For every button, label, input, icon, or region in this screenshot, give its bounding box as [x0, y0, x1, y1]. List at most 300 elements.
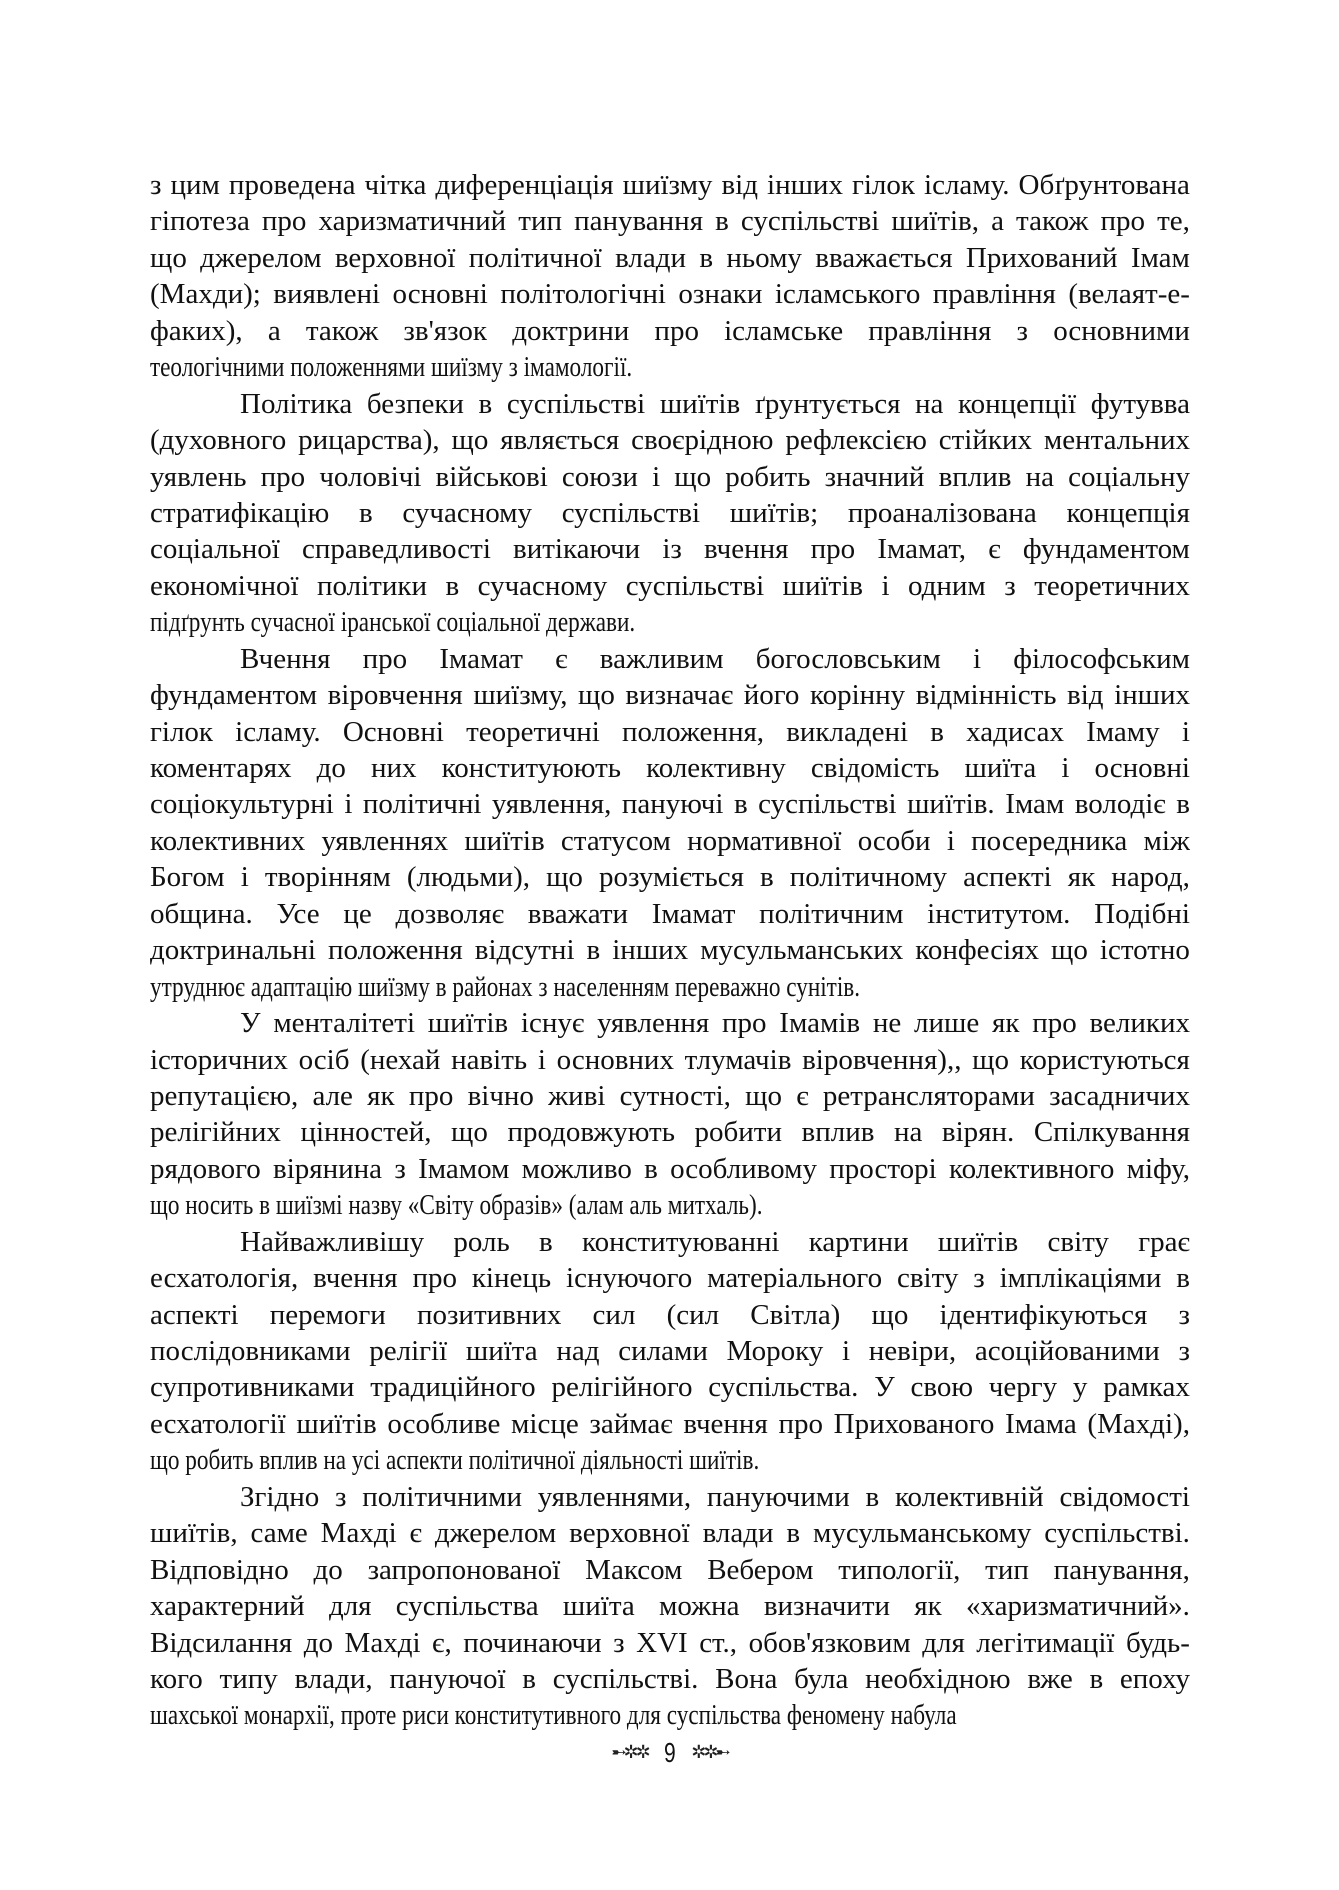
word: сучасному — [402, 496, 533, 529]
word: інших — [767, 169, 843, 201]
word: особливому — [670, 1152, 817, 1185]
word: від — [1067, 679, 1104, 712]
word: починаючи — [463, 1626, 602, 1659]
word: вірян. — [941, 1116, 1015, 1149]
word: можна — [659, 1590, 740, 1623]
word: робить — [725, 460, 811, 493]
word: народ, — [1111, 861, 1190, 894]
word: положення — [327, 934, 463, 967]
word: політичними — [362, 1480, 523, 1513]
line-text — [150, 1552, 1190, 1588]
word: уявленнями, — [537, 1480, 692, 1513]
word: з — [150, 169, 162, 201]
text-line — [150, 240, 1190, 276]
word: ісламське — [724, 314, 844, 347]
text-line — [150, 1042, 1190, 1078]
word: суспільстві — [506, 387, 646, 420]
text-line — [150, 276, 1190, 312]
word: типології, — [838, 1553, 961, 1586]
line-text — [150, 1151, 1190, 1187]
word: есхатології — [150, 1407, 286, 1440]
word: в — [760, 861, 774, 894]
word: про — [778, 1407, 823, 1440]
word: Вона — [715, 1662, 778, 1695]
word: що — [674, 460, 712, 493]
word: послідовниками — [150, 1335, 351, 1367]
word: в — [1089, 1662, 1104, 1695]
paragraph — [150, 641, 1190, 1005]
word: панування — [574, 205, 704, 238]
text-line — [150, 1260, 1190, 1296]
text-line — [150, 568, 1190, 604]
word: в — [586, 934, 601, 967]
word: аспекті — [963, 861, 1052, 894]
text-line — [150, 313, 1190, 349]
word: є — [555, 642, 568, 675]
text-line — [150, 1333, 1190, 1369]
word: про — [721, 1007, 767, 1040]
word: вірянина — [273, 1152, 383, 1185]
word: чітка — [364, 169, 427, 201]
text-line — [150, 786, 1190, 822]
word: картини — [808, 1225, 909, 1258]
line-text — [150, 167, 1190, 203]
word: про — [1100, 205, 1145, 238]
word: конституюють — [441, 752, 621, 784]
line-text: утруднює адаптацію шиїзму в районах з населенням переважно сунітів. — [150, 970, 861, 1003]
word: Відсилання — [150, 1626, 293, 1659]
word: дозволяє — [395, 897, 505, 930]
word: про — [260, 460, 306, 493]
word: живі — [548, 1079, 606, 1112]
word: з — [613, 1626, 625, 1659]
text-line — [150, 1187, 1190, 1223]
word: шиїтів, — [150, 1517, 238, 1550]
word: соціальної — [150, 533, 280, 566]
word: доктринальні — [150, 934, 316, 967]
word: будь- — [1125, 1626, 1190, 1659]
word: перемоги — [269, 1298, 386, 1331]
line-text — [150, 240, 1190, 276]
word: пануючі — [621, 788, 724, 821]
word: і — [537, 1043, 546, 1076]
word: основні — [1094, 752, 1190, 784]
word: джерелом — [434, 1517, 557, 1550]
word: в — [715, 205, 729, 238]
word: колективній — [894, 1480, 1044, 1513]
word: теоретичні — [466, 715, 600, 748]
word: з — [335, 1480, 347, 1513]
text-line — [150, 1406, 1190, 1442]
word: і — [1061, 752, 1070, 784]
word: політичної — [468, 241, 602, 274]
word: ознаки — [678, 278, 763, 311]
word: про — [261, 205, 307, 238]
word: міфу, — [1126, 1152, 1190, 1185]
word: шиїтів — [937, 1225, 1019, 1258]
word: що — [451, 424, 489, 457]
page-footer — [0, 1733, 1339, 1771]
word: пануючими — [706, 1480, 850, 1513]
word: засадничих — [1049, 1079, 1190, 1112]
word: (велаят-е- — [1068, 278, 1190, 311]
line-text — [150, 1369, 1190, 1405]
word: не — [872, 1007, 902, 1040]
word: про — [1032, 1007, 1077, 1040]
word: рицарства), — [298, 424, 440, 457]
word: сутності, — [619, 1079, 731, 1112]
word: що — [871, 1298, 909, 1331]
word: община. — [150, 897, 253, 930]
word: існуючого — [566, 1262, 693, 1295]
word: визначити — [763, 1590, 891, 1623]
word: колективну — [646, 752, 786, 784]
word: про — [412, 1262, 457, 1295]
word: суспільстві — [625, 569, 765, 602]
word: справедливості — [302, 533, 491, 566]
word: основних — [556, 1043, 674, 1076]
word: грає — [1138, 1225, 1190, 1258]
line-text — [150, 859, 1190, 895]
word: вважається — [815, 241, 953, 274]
word: верховної — [569, 1517, 690, 1550]
word: шиїтів. — [907, 788, 995, 821]
text-line — [150, 459, 1190, 495]
word: релігії — [369, 1335, 448, 1367]
word: Махді — [344, 1626, 421, 1659]
word: конституюванні — [582, 1225, 780, 1258]
word: рядового — [150, 1152, 261, 1185]
word: особи — [857, 824, 931, 857]
text-line — [150, 859, 1190, 895]
word: місце — [511, 1407, 579, 1440]
line-text — [150, 932, 1190, 968]
word: свідомість — [810, 752, 940, 784]
word: в — [865, 1480, 880, 1513]
word: мусульманському — [813, 1517, 1032, 1550]
paragraph — [150, 386, 1190, 641]
word: правління — [868, 314, 992, 347]
line-text — [150, 422, 1190, 458]
word: економічної — [150, 569, 299, 602]
word: вчення — [313, 1262, 398, 1295]
text-line — [150, 1369, 1190, 1405]
word: і — [881, 569, 890, 602]
line-text — [150, 1515, 1190, 1551]
line-text: що робить вплив на усі аспекти політичної діяльності шиїтів. — [150, 1444, 760, 1477]
word: стійких — [938, 424, 1032, 457]
word: про — [362, 642, 408, 675]
word: мусульманських — [700, 934, 904, 967]
text-line — [150, 1114, 1190, 1150]
word: історичних — [150, 1043, 288, 1076]
word: посередника — [971, 824, 1128, 857]
word: на — [893, 1116, 923, 1149]
word: (людьми), — [406, 861, 530, 894]
word: влади — [702, 1517, 774, 1550]
word: Вебером — [707, 1553, 814, 1586]
word: політичним — [759, 897, 904, 930]
word: і — [1181, 715, 1190, 748]
word: своєрідною — [631, 424, 774, 457]
line-text — [150, 823, 1190, 859]
word: світу — [896, 1262, 959, 1295]
word: фундаментом — [1022, 533, 1190, 566]
word: в — [1176, 788, 1190, 821]
word: на — [1025, 460, 1055, 493]
line-text — [240, 386, 1190, 422]
word: світу — [1047, 1225, 1109, 1258]
line-text — [150, 1406, 1190, 1442]
word: важливим — [599, 642, 724, 675]
word: тлумачів — [684, 1043, 792, 1076]
word: розуміється — [598, 861, 744, 894]
text-line — [150, 1297, 1190, 1333]
word: верховної — [334, 241, 456, 274]
word: них — [371, 752, 417, 784]
word: шиїта — [964, 752, 1037, 784]
paragraph — [150, 1005, 1190, 1224]
word: проведена — [228, 169, 356, 201]
line-text: що носить в шиїзмі назву «Світу образів» (алам аль митхаль). — [150, 1189, 763, 1222]
word: фундаментом — [150, 679, 318, 712]
word: (сил — [666, 1298, 720, 1331]
line-text — [240, 1005, 1190, 1041]
word: існує — [520, 1007, 585, 1040]
word: статусом — [560, 824, 671, 857]
word: політичному — [789, 861, 948, 894]
word: політичні — [362, 788, 482, 821]
word: колективних — [150, 824, 306, 857]
word: філософським — [1013, 642, 1190, 675]
text-line — [150, 1588, 1190, 1624]
word: як — [991, 1007, 1020, 1040]
word: (Махді), — [1087, 1407, 1190, 1440]
text-line — [150, 349, 1190, 385]
word: традиційного — [370, 1371, 536, 1404]
line-text — [150, 459, 1190, 495]
word: кого — [150, 1662, 203, 1695]
line-text — [150, 896, 1190, 932]
word: рамках — [1103, 1371, 1190, 1404]
word: про — [654, 314, 699, 347]
line-text — [240, 641, 1190, 677]
word: необхідною — [865, 1662, 1011, 1695]
word: сил — [592, 1298, 636, 1331]
word: вчення — [704, 533, 789, 566]
text-line — [150, 1442, 1190, 1478]
word: суспільстві — [758, 788, 897, 821]
word: що — [546, 861, 583, 894]
word: а — [267, 314, 281, 347]
word: а — [991, 205, 1004, 238]
word: тип — [985, 1553, 1029, 1586]
word: шиїзму — [622, 169, 713, 201]
word: Імама — [1005, 1407, 1077, 1440]
paragraph — [150, 167, 1190, 386]
word: саме — [250, 1517, 308, 1550]
paragraph — [150, 1479, 1190, 1734]
word: і — [946, 824, 955, 857]
word: панування, — [1053, 1553, 1190, 1586]
word: вважати — [527, 897, 629, 930]
word: шиїта — [562, 1590, 635, 1623]
word: і — [972, 642, 982, 675]
word: невіри, — [868, 1335, 957, 1367]
word: з — [1178, 1335, 1190, 1367]
word: в — [539, 1225, 553, 1258]
word: епоху — [1119, 1662, 1190, 1695]
word: в — [478, 387, 493, 420]
word: шиїзму, — [473, 679, 568, 712]
line-text — [150, 1661, 1190, 1697]
word: кінець — [471, 1262, 552, 1295]
text-line — [150, 1552, 1190, 1588]
word: Богом — [150, 861, 225, 894]
line-text — [150, 750, 1190, 786]
word: шиїта — [465, 1335, 538, 1367]
word: безпеки — [366, 387, 464, 420]
word: лише — [914, 1007, 980, 1040]
line-text — [240, 1479, 1190, 1515]
word: есхатологія, — [150, 1262, 299, 1295]
word: уявлення — [597, 1007, 710, 1040]
word: для — [328, 1590, 372, 1623]
line-text: теологічними положеннями шиїзму з імамології. — [150, 351, 633, 384]
text-line — [150, 1078, 1190, 1114]
word: Максом — [585, 1553, 683, 1586]
word: харизматичний — [318, 205, 507, 238]
line-text: підґрунть сучасної іранської соціальної держави. — [150, 606, 636, 639]
word: політологічні — [500, 278, 666, 311]
word: Основні — [342, 715, 444, 748]
word: ментальних — [1043, 424, 1190, 457]
word: суспільства. — [708, 1371, 859, 1404]
word: що — [451, 1116, 488, 1149]
word: шиїтів — [782, 569, 863, 602]
word: гілок — [150, 715, 214, 748]
line-text — [150, 1625, 1190, 1661]
word: в — [1176, 1262, 1190, 1295]
word: колективного — [948, 1152, 1115, 1185]
word: його — [743, 679, 800, 712]
word: віровчення — [327, 679, 463, 712]
text-line — [150, 969, 1190, 1005]
word: ст., — [699, 1626, 738, 1659]
line-text — [150, 1588, 1190, 1624]
text-line — [150, 531, 1190, 567]
word: Прихованого — [833, 1407, 995, 1440]
word: просторі — [829, 1152, 937, 1185]
line-text — [150, 1114, 1190, 1150]
word: суспільстві — [740, 205, 880, 238]
word: з — [1004, 569, 1016, 602]
word: відмінність — [915, 679, 1057, 712]
word: цінностей, — [300, 1116, 432, 1149]
word: в — [445, 569, 460, 602]
word: Спілкування — [1033, 1116, 1190, 1149]
ornament-right-icon: ✲✲➸ — [691, 1741, 728, 1763]
word: витікаючи — [513, 533, 641, 566]
word: шиїтів — [427, 1007, 509, 1040]
line-text: шахської монархії, проте риси конститутивного для суспільства феномену набула — [150, 1699, 957, 1732]
word: Імамат — [439, 642, 523, 675]
ornament-left-icon: ➸✲✲ — [611, 1741, 648, 1763]
word: вплив — [801, 1116, 875, 1149]
word: про — [408, 1079, 454, 1112]
text-line — [150, 714, 1190, 750]
text-line — [150, 495, 1190, 531]
word: творінням — [264, 861, 391, 894]
word: і — [652, 460, 661, 493]
word: Відповідно — [150, 1553, 289, 1586]
word: XVI — [636, 1626, 688, 1659]
word: Імам — [1130, 241, 1190, 274]
word: навіть — [451, 1043, 528, 1076]
word: являється — [500, 424, 620, 457]
word: на — [915, 387, 944, 420]
word: теоретичних — [1034, 569, 1190, 602]
line-text — [150, 1333, 1190, 1369]
word: репутацією, — [150, 1079, 299, 1112]
word: Обґрунтована — [1018, 169, 1190, 201]
word: військові — [435, 460, 548, 493]
word: У — [240, 1007, 261, 1040]
word: роль — [453, 1225, 510, 1258]
text-line — [150, 1697, 1190, 1733]
word: чоловічі — [319, 460, 422, 493]
paragraph — [150, 1224, 1190, 1479]
word: виявлені — [273, 278, 381, 311]
text-line — [150, 604, 1190, 640]
page-number: 9 — [663, 1736, 676, 1768]
line-text — [150, 714, 1190, 750]
word: володіє — [1074, 788, 1166, 821]
word: цим — [170, 169, 220, 201]
word: з — [394, 1152, 406, 1185]
word: значний — [824, 460, 925, 493]
word: (духовного — [150, 424, 287, 457]
word: тип — [518, 205, 562, 238]
word: Світла) — [750, 1298, 841, 1331]
word: суспільстві — [561, 496, 701, 529]
word: концепція — [1066, 496, 1190, 529]
word: для — [922, 1626, 965, 1659]
word: є — [796, 1079, 809, 1112]
word: у — [1072, 1371, 1088, 1404]
word: Прихований — [965, 241, 1118, 274]
word: в — [359, 496, 373, 529]
word: пануючої — [389, 1662, 506, 1695]
word: користуються — [1019, 1043, 1190, 1076]
word: що — [150, 241, 187, 274]
word: інших — [1114, 679, 1190, 712]
word: союзи — [561, 460, 638, 493]
word: ісламу. — [235, 715, 321, 748]
word: запропонованої — [367, 1553, 561, 1586]
word: особливе — [387, 1407, 501, 1440]
line-text — [150, 568, 1190, 604]
word: основними — [1053, 314, 1190, 347]
word: супротивниками — [150, 1371, 355, 1404]
word: як — [914, 1590, 942, 1623]
word: від — [721, 169, 758, 201]
word: «харизматичний». — [966, 1590, 1190, 1623]
word: що — [1051, 934, 1088, 967]
word: свідомості — [1059, 1480, 1190, 1513]
word: Імамат, — [877, 533, 967, 566]
line-text — [150, 1297, 1190, 1333]
